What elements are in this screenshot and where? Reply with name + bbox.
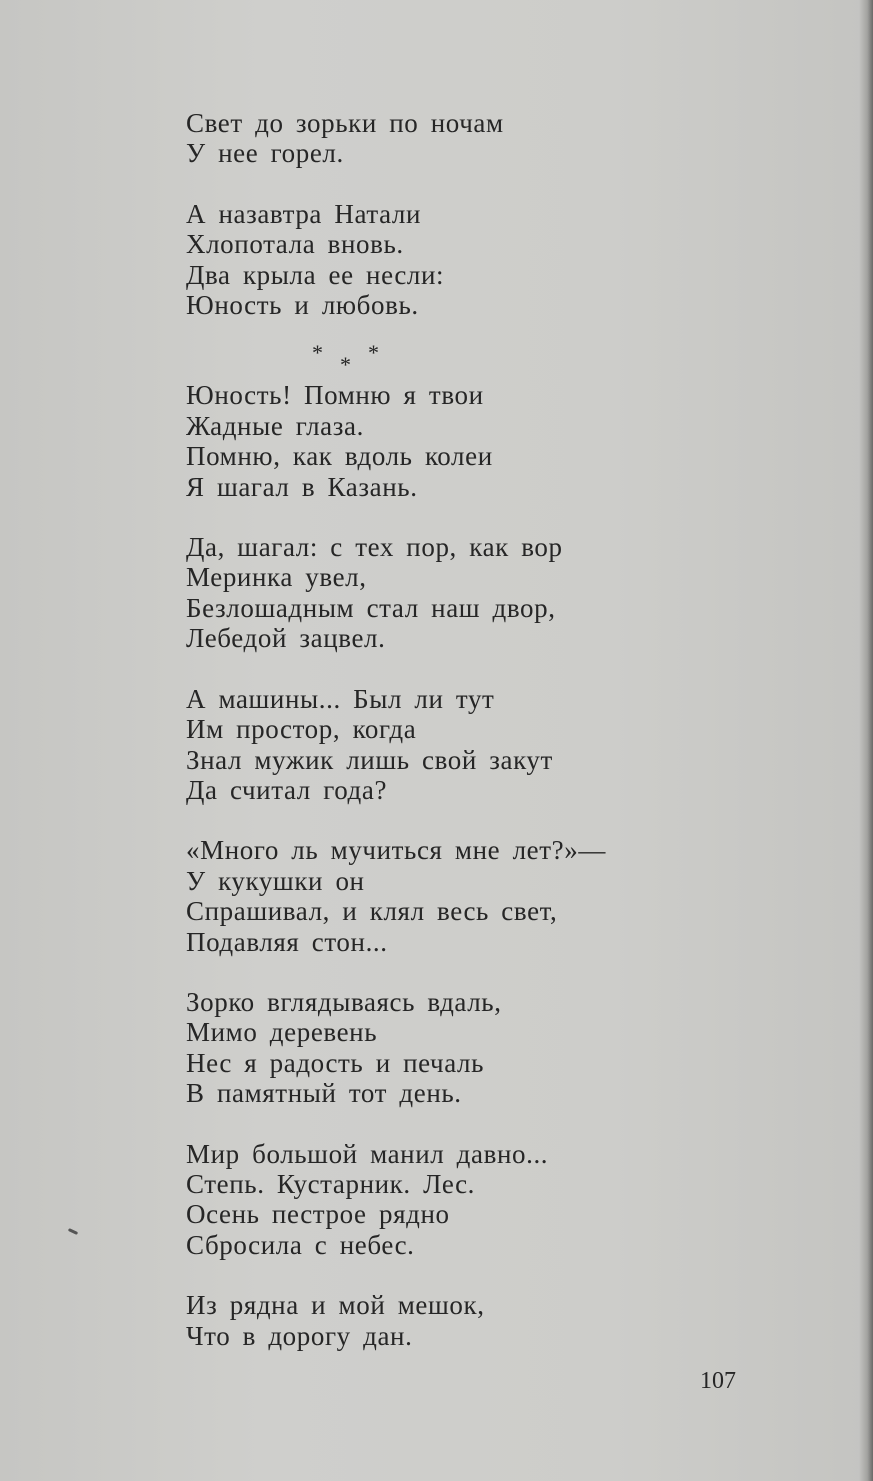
paper-speck [68,1228,78,1235]
section-divider-asterisks [306,340,386,380]
stanza [186,987,706,1109]
poem-line: Юность и любовь. [186,290,419,321]
poem-text [186,108,706,1381]
poem-line: Да считал года? [186,774,388,805]
stanza [186,532,706,654]
asterisk: * [368,340,379,365]
poem-line: Юность! Помню я твои [186,380,484,411]
poem-line: Нес я радость и печаль [186,1047,485,1078]
poem-line: Им простор, когда [186,714,417,745]
poem-line: «Много ль мучиться мне лет?»— [186,835,606,866]
poem-line: В памятный тот день. [186,1078,462,1109]
poem-line: Из рядна и мой мешок, [186,1290,485,1321]
poem-line: Осень пестрое рядно [186,1199,450,1230]
stanza [186,1290,706,1351]
asterisk: * [340,352,351,377]
poem-line: Меринка увел, [186,562,367,593]
poem-line: Мимо деревень [186,1017,378,1048]
stanza [186,199,706,321]
stanza [186,1139,706,1261]
poem-line: А назавтра Натали [186,198,422,229]
poem-line: Степь. Кустарник. Лес. [186,1168,476,1199]
poem-line: Знал мужик лишь свой закут [186,744,553,775]
poem-line: Что в дорогу дан. [186,1320,413,1351]
stanza [186,380,706,502]
poem-line: Лебедой зацвел. [186,623,386,654]
poem-line: Я шагал в Казань. [186,471,418,502]
poem-line: Подавляя стон... [186,926,388,957]
stanza [186,684,706,806]
poem-line: Помню, как вдоль колеи [186,441,493,472]
poem-line: Свет до зорьки по ночам [186,108,504,138]
poem-line: Зорко вглядываясь вдаль, [186,986,502,1017]
poem-line: Да, шагал: с тех пор, как вор [186,532,563,563]
stanza [186,108,706,169]
poem-line: Два крыла ее несли: [186,259,445,290]
poem-line: Сбросила с небес. [186,1229,415,1260]
poem-line: Жадные глаза. [186,410,364,441]
poem-line: А машины... Был ли тут [186,683,495,714]
poem-line: У нее горел. [186,138,344,169]
poem-line: Хлопотала вновь. [186,229,404,260]
poem-line: Спрашивал, и клял весь свет, [186,896,558,927]
asterisk: * [312,340,323,365]
poem-line: Мир большой манил давно... [186,1138,549,1169]
divider-spacer [186,350,706,380]
poem-line: Безлошадным стал наш двор, [186,592,556,623]
page-number: 107 [700,1368,736,1394]
poem-line: У кукушки он [186,865,365,896]
page-edge-shadow [859,0,873,1481]
stanza [186,835,706,957]
